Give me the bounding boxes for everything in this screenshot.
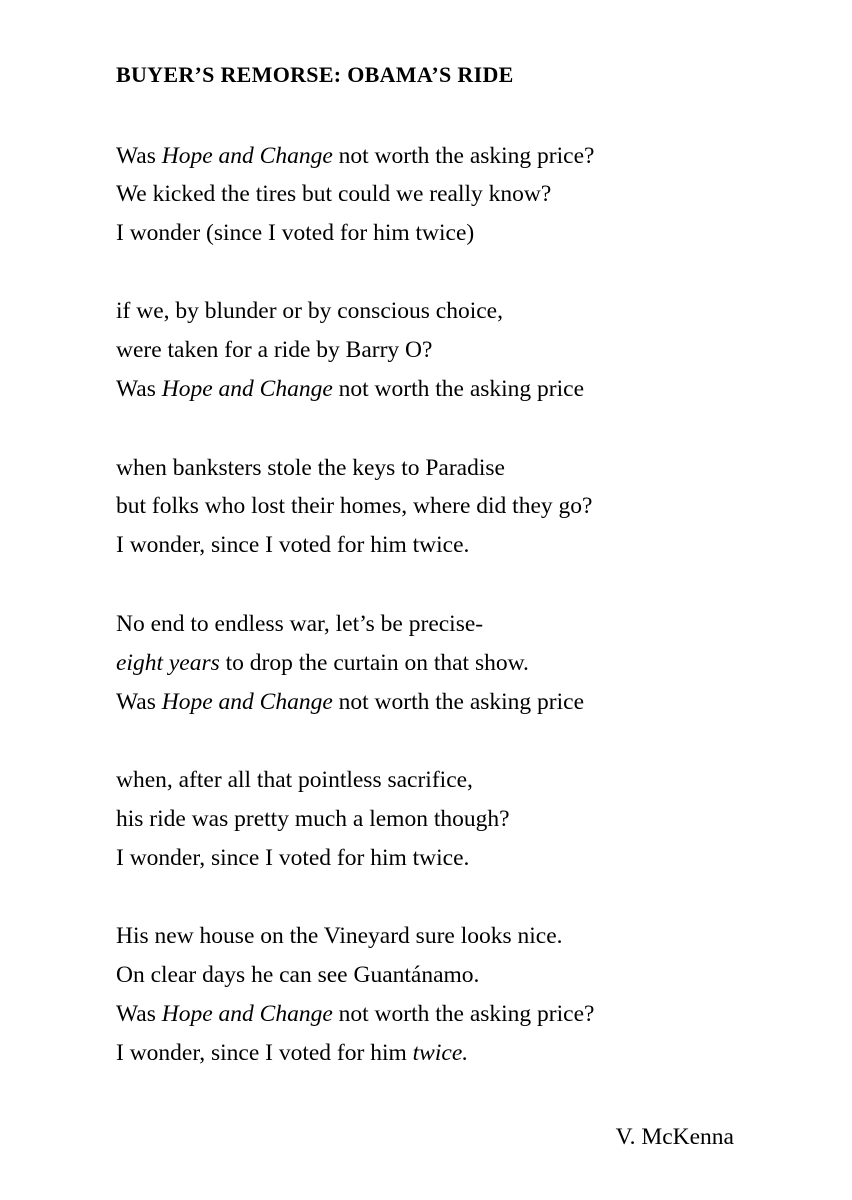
poem-line: if we, by blunder or by conscious choice, [116,298,503,324]
poem-line: his ride was pretty much a lemon though? [116,806,510,832]
poem-line: Was Hope and Change not worth the asking price? [116,1001,595,1027]
poem-line: when, after all that pointless sacrifice, [116,767,473,793]
poem-line: On clear days he can see Guantánamo. [116,962,480,988]
poem-line: Was Hope and Change not worth the asking price [116,376,585,402]
poem-line: when banksters stole the keys to Paradise [116,455,505,481]
poem-line: We kicked the tires but could we really know? [116,181,552,207]
poem-line: I wonder, since I voted for him twice. [116,1040,469,1066]
poem-line: Was Hope and Change not worth the asking price [116,689,585,715]
poem-author: V. McKenna [615,1124,734,1150]
poem-line: No end to endless war, let’s be precise- [116,611,484,637]
poem-line: were taken for a ride by Barry O? [116,337,433,363]
poem-line: but folks who lost their homes, where did they go? [116,493,593,519]
poem-line: eight years to drop the curtain on that show. [116,650,529,676]
poem-line: I wonder (since I voted for him twice) [116,220,475,246]
poem-line: I wonder, since I voted for him twice. [116,845,470,871]
poem-line: I wonder, since I voted for him twice. [116,532,470,558]
poem-line: Was Hope and Change not worth the asking price? [116,143,595,169]
poem-line: His new house on the Vineyard sure looks nice. [116,923,563,949]
poem-title: BUYER’S REMORSE: OBAMA’S RIDE [116,62,514,87]
